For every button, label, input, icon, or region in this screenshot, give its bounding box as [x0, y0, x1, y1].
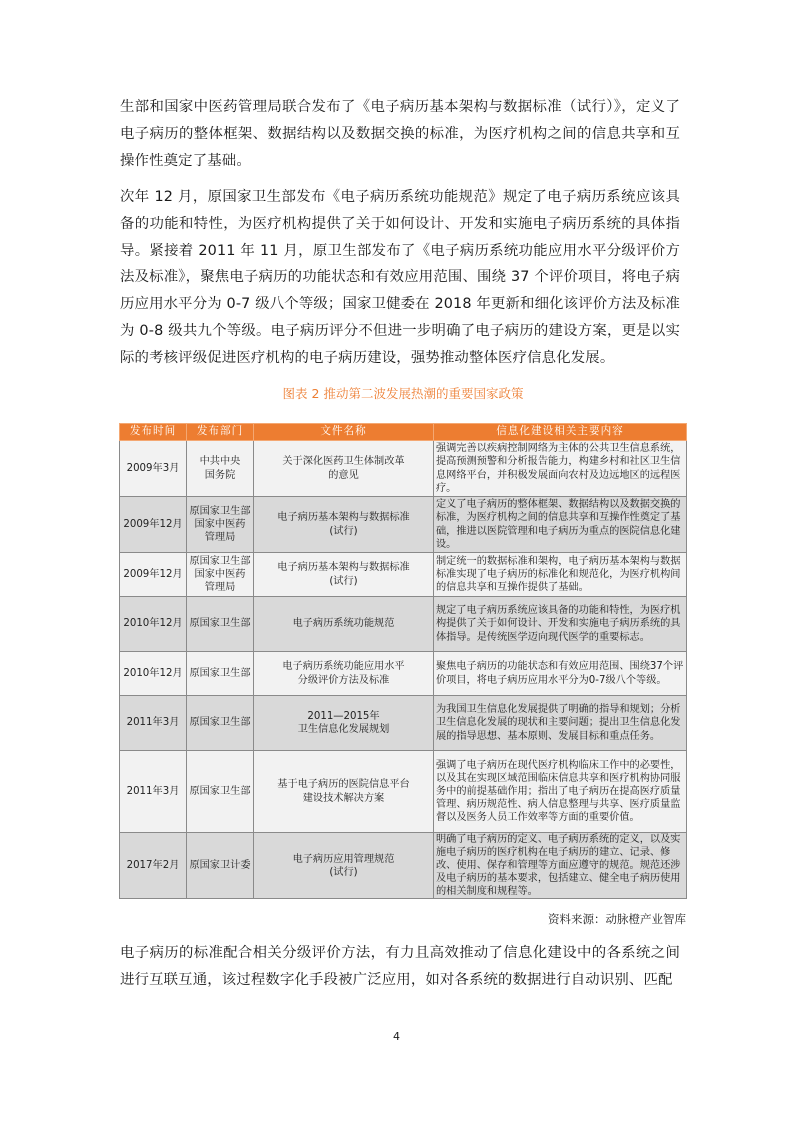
table-row — [120, 652, 687, 696]
cell-dept: 原国家卫计委 — [187, 833, 254, 899]
paragraph-intro: 生部和国家中医药管理局联合发布了《电子病历基本架构与数据标准（试行）》，定义了电子病历的整体框架、数据结构以及数据交换的标准，为医疗机构之间的信息共享和互操作性奠定了基础。 — [120, 99, 680, 169]
cell-date: 2010年12月 — [120, 597, 187, 652]
policy-table — [119, 423, 687, 899]
table-row — [120, 441, 687, 497]
cell-content: 规定了电子病历系统应该具备的功能和特性，为医疗机构提供了关于如何设计、开发和实施电子病历系统的具体指导。是传统医学迈向现代医学的重要标志。 — [434, 597, 687, 652]
cell-content: 强调完善以疾病控制网络为主体的公共卫生信息系统，提高预测预警和分析报告能力，构建乡村和社区卫生信息网络平台，并积极发展面向农村及边远地区的远程医疗。 — [434, 441, 687, 497]
paragraph-policy-history: 次年 12 月，原国家卫生部发布《电子病历系统功能规范》规定了电子病历系统应该具备的功能和特性，为医疗机构提供了关于如何设计、开发和实施电子病历系统的具体指导。紧接着 2011 年 11 月，原卫生部发布了《电子病历系统功能应用水平分级评价方法及标准》，聚焦电子病历的功能状态和有效应用范围、围绕 37 个评价项目，将电子病历应用水平分为 0-7 级八个等级；国家卫健委在 2018 年更新和细化该评价方法及标准为 0-8 级共九个等级。电子病历评分不但进一步明确了电子病历的建设方案，更是以实际的考核评级促进医疗机构的电子病历建设，强势推动整体医疗信息化发展。 — [120, 189, 680, 366]
header-date: 发布时间 — [120, 424, 187, 441]
cell-content: 聚焦电子病历的功能状态和有效应用范围、围绕37个评价项目，将电子病历应用水平分为0-7级八个等级。 — [434, 652, 687, 696]
cell-content: 明确了电子病历的定义、电子病历系统的定义，以及实施电子病历的医疗机构在电子病历的建立、记录、修改、使用、保存和管理等方面应遵守的规范。规范还涉及电子病历的基本要求，包括建立、健全电子病历使用的相关制度和规程等。 — [434, 833, 687, 899]
cell-doc-name: 电子病历应用管理规范 (试行) — [254, 833, 434, 899]
cell-date: 2009年3月 — [120, 441, 187, 497]
page-number: 4 — [393, 1030, 400, 1043]
cell-date: 2009年12月 — [120, 497, 187, 553]
cell-doc-name: 电子病历系统功能应用水平 分级评价方法及标准 — [254, 652, 434, 696]
table-row — [120, 833, 687, 899]
header-doc-name: 文件名称 — [254, 424, 434, 441]
table-row — [120, 597, 687, 652]
cell-dept: 原国家卫生部 — [187, 696, 254, 751]
cell-date: 2009年12月 — [120, 553, 187, 597]
cell-doc-name: 基于电子病历的医院信息平台 建设技术解决方案 — [254, 751, 434, 833]
paragraph-standards: 电子病历的标准配合相关分级评价方法，有力且高效推动了信息化建设中的各系统之间进行互联互通，该过程数字化手段被广泛应用，如对各系统的数据进行自动识别、匹配 — [120, 945, 680, 988]
cell-doc-name: 关于深化医药卫生体制改革 的意见 — [254, 441, 434, 497]
cell-dept: 原国家卫生部 国家中医药 管理局 — [187, 553, 254, 597]
cell-content: 为我国卫生信息化发展提供了明确的指导和规划；分析卫生信息化发展的现状和主要问题；提出卫生信息化发展的指导思想、基本原则、发展目标和重点任务。 — [434, 696, 687, 751]
figure-caption: 图表 2 推动第二波发展热潮的重要国家政策 — [282, 386, 524, 401]
cell-dept: 原国家卫生部 国家中医药 管理局 — [187, 497, 254, 553]
cell-content: 制定统一的数据标准和架构，电子病历基本架构与数据标准实现了电子病历的标准化和规范化，为医疗机构间的信息共享和互操作提供了基础。 — [434, 553, 687, 597]
cell-content: 定义了电子病历的整体框架、数据结构以及数据交换的标准，为医疗机构之间的信息共享和互操作性奠定了基础，推进以医院管理和电子病历为重点的医院信息化建设。 — [434, 497, 687, 553]
table-row — [120, 497, 687, 553]
cell-doc-name: 电子病历基本架构与数据标准 (试行) — [254, 497, 434, 553]
cell-dept: 原国家卫生部 — [187, 751, 254, 833]
header-dept: 发布部门 — [187, 424, 254, 441]
table-row — [120, 696, 687, 751]
source-note: 资料来源：动脉橙产业智库 — [548, 912, 686, 926]
table-row — [120, 751, 687, 833]
cell-doc-name: 电子病历系统功能规范 — [254, 597, 434, 652]
cell-doc-name: 电子病历基本架构与数据标准 (试行) — [254, 553, 434, 597]
cell-date: 2011年3月 — [120, 696, 187, 751]
cell-dept: 原国家卫生部 — [187, 597, 254, 652]
cell-date: 2010年12月 — [120, 652, 187, 696]
cell-date: 2017年2月 — [120, 833, 187, 899]
cell-doc-name: 2011—2015年 卫生信息化发展规划 — [254, 696, 434, 751]
cell-content: 强调了电子病历在现代医疗机构临床工作中的必要性，以及其在实现区域范围临床信息共享和医疗机构协同服务中的前提基础作用；指出了电子病历在提高医疗质量管理、病历规范性、病人信息整理与共享、医疗质量监督以及医务人员工作效率等方面的重要价值。 — [434, 751, 687, 833]
cell-dept: 中共中央 国务院 — [187, 441, 254, 497]
header-content: 信息化建设相关主要内容 — [434, 424, 687, 441]
cell-date: 2011年3月 — [120, 751, 187, 833]
table-header-row — [120, 424, 687, 441]
cell-dept: 原国家卫生部 — [187, 652, 254, 696]
table-row — [120, 553, 687, 597]
